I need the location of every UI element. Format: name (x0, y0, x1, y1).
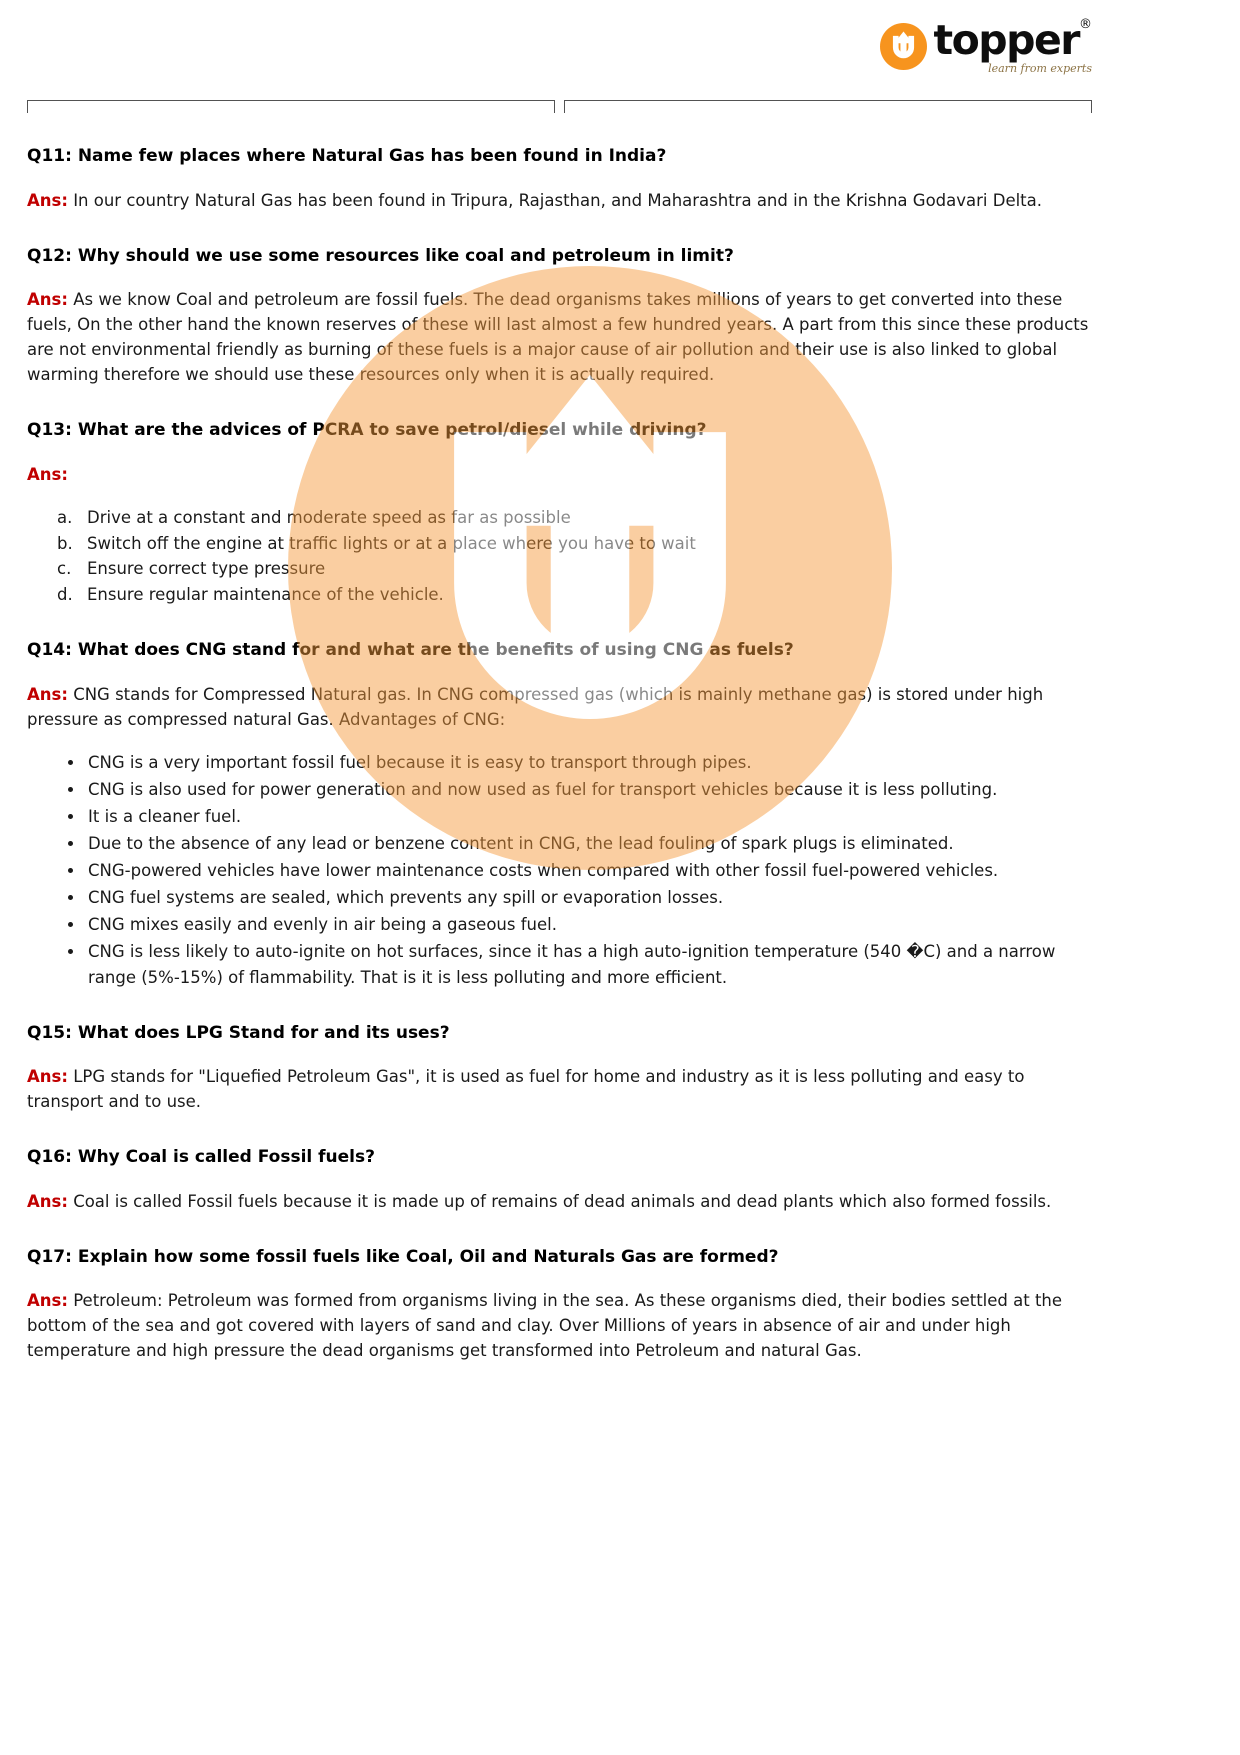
table-cell-border-right (564, 100, 1092, 113)
qa-block-q12 (27, 244, 1092, 388)
answer-q14 (27, 682, 1092, 732)
question-q12: Q12: Why should we use some resources like coal and petroleum in limit? (27, 245, 734, 266)
table-top-border (27, 100, 1092, 113)
registered-mark: ® (1079, 17, 1092, 32)
ans-label: Ans: (27, 1067, 68, 1087)
answer-q12 (27, 287, 1092, 387)
answer-text: As we know Coal and petroleum are fossil fuels. The dead organisms takes millions of years to get converted into these fuels, On the other hand the known reserves of these will last almost a few hundred years. A part from this since these products are not environmental friendly as burning of these fuels is a major cause of air pollution and their use is also linked to global warming therefore we should use these resources only when it is actually required. (27, 290, 1089, 385)
list-item-c (57, 556, 1092, 582)
qa-block-q14 (27, 638, 1092, 989)
list-marker: c. (57, 559, 72, 579)
list-item-text: Ensure correct type pressure (87, 559, 326, 579)
list-item-text: Ensure regular maintenance of the vehicle. (87, 584, 444, 604)
answer-text: In our country Natural Gas has been found in Tripura, Rajasthan, and Maharashtra and in the Krishna Godavari Delta. (73, 190, 1042, 210)
list-item-d (57, 582, 1092, 608)
qa-content (27, 144, 1092, 1364)
answer-text: CNG stands for Compressed Natural gas. In CNG compressed gas (which is mainly methane gas) is stored under high pressure as compressed natural Gas. Advantages of CNG: (27, 684, 1044, 729)
question-q16: Q16: Why Coal is called Fossil fuels? (27, 1147, 375, 1168)
list-marker: b. (57, 533, 73, 553)
question-q14: Q14: What does CNG stand for and what are the benefits of using CNG as fuels? (27, 640, 794, 661)
ans-label: Ans: (27, 1291, 68, 1311)
qa-block-q15 (27, 1021, 1092, 1115)
qa-block-q17 (27, 1245, 1092, 1364)
ans-label: Ans: (27, 464, 68, 484)
bullet-item: • Due to the absence of any lead or benzene content in CNG, the lead fouling of spark plugs is eliminated. (85, 831, 1092, 856)
lettered-list (27, 505, 1092, 607)
brand-header (27, 16, 1092, 84)
list-item-text: Drive at a constant and moderate speed as far as possible (87, 507, 571, 527)
answer-text: LPG stands for "Liquefied Petroleum Gas", it is used as fuel for home and industry as it is less polluting and easy to transport and to use. (27, 1067, 1025, 1112)
bullet-item: • CNG is also used for power generation and now used as fuel for transport vehicles because it is less polluting. (85, 777, 1092, 802)
bullet-item: • CNG fuel systems are sealed, which prevents any spill or evaporation losses. (85, 885, 1092, 910)
brand-name: topper (933, 16, 1079, 64)
bullet-item: • CNG is a very important fossil fuel because it is easy to transport through pipes. (85, 750, 1092, 775)
list-marker: a. (57, 507, 73, 527)
ans-label: Ans: (27, 190, 68, 210)
question-q17: Q17: Explain how some fossil fuels like Coal, Oil and Naturals Gas are formed? (27, 1246, 779, 1267)
bullet-item: • CNG-powered vehicles have lower maintenance costs when compared with other fossil fuel-powered vehicles. (85, 858, 1092, 883)
ans-label: Ans: (27, 1191, 68, 1211)
qa-block-q11 (27, 144, 1092, 213)
question-q11: Q11: Name few places where Natural Gas has been found in India? (27, 146, 667, 166)
brand-text (933, 16, 1093, 75)
list-item-b (57, 531, 1092, 557)
question-q13: Q13: What are the advices of PCRA to save petrol/diesel while driving? (27, 420, 707, 441)
answer-q11 (27, 188, 1092, 213)
bullet-list (27, 750, 1092, 990)
answer-text: Petroleum: Petroleum was formed from organisms living in the sea. As these organisms died, their bodies settled at the bottom of the sea and got covered with layers of sand and clay. Over Millions of years in absence of air and under high temperature and high pressure the dead organisms get transformed into Petroleum and natural Gas. (27, 1291, 1063, 1361)
list-marker: d. (57, 584, 73, 604)
answer-q16 (27, 1189, 1092, 1214)
ans-label: Ans: (27, 290, 68, 310)
bullet-item: • CNG mixes easily and evenly in air being a gaseous fuel. (85, 912, 1092, 937)
qa-block-q16 (27, 1145, 1092, 1214)
answer-q13 (27, 462, 1092, 487)
question-q15: Q15: What does LPG Stand for and its uses? (27, 1022, 450, 1043)
answer-text: Coal is called Fossil fuels because it is made up of remains of dead animals and dead plants which also formed fossils. (73, 1191, 1052, 1211)
answer-q17 (27, 1288, 1092, 1363)
ans-label: Ans: (27, 684, 68, 704)
list-item-text: Switch off the engine at traffic lights or at a place where you have to wait (87, 533, 696, 553)
brand-tagline: learn from experts (988, 62, 1092, 75)
list-item-a (57, 505, 1092, 531)
qa-block-q13 (27, 418, 1092, 607)
utopper-logo-icon (880, 23, 927, 70)
bullet-item: • It is a cleaner fuel. (85, 804, 1092, 829)
bullet-item: • CNG is less likely to auto-ignite on hot surfaces, since it has a high auto-ignition temperature (540 �C) and a narrow range (5%-15%) of flammability. That is it is less polluting and more efficient. (85, 939, 1092, 989)
table-cell-border-left (27, 100, 555, 113)
answer-q15 (27, 1064, 1092, 1114)
